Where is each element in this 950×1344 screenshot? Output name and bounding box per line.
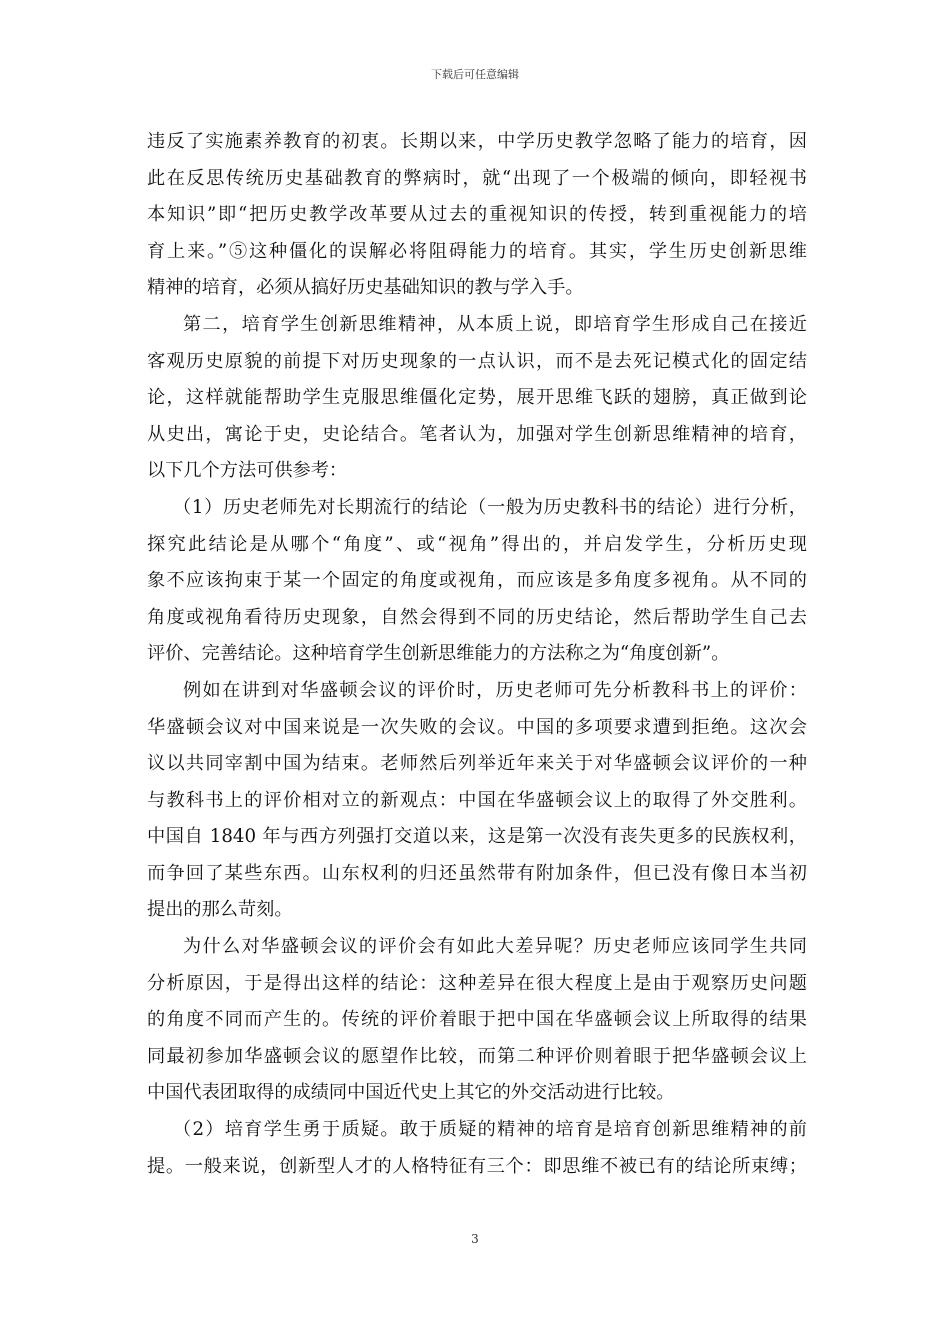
text-line: （1）历史老师先对长期流行的结论（一般为历史教科书的结论）进行分析， [173, 496, 807, 518]
text-line: 中国自 1840 年与西方列强打交道以来，这是第一次没有丧失更多的民族权利， [147, 826, 807, 848]
text-line: 评价、完善结论。这种培育学生创新思维能力的方法称之为“角度创新”。 [147, 643, 730, 665]
text-line: 而争回了某些东西。山东权利的归还虽然带有附加条件，但已没有像日本当初 [147, 862, 807, 884]
text-line: 中国代表团取得的成绩同中国近代史上其它的外交活动进行比较。 [147, 1082, 675, 1104]
document-body [147, 124, 807, 1185]
text-line: 以下几个方法可供参考： [147, 460, 348, 482]
text-line: （2）培育学生勇于质疑。敢于质疑的精神的培育是培育创新思维精神的前 [173, 1119, 807, 1141]
text-line: 论，这样就能帮助学生克服思维僵化定势，展开思维飞跃的翅膀，真正做到论 [147, 387, 807, 409]
text-line: 从史出，寓论于史，史论结合。笔者认为，加强对学生创新思维精神的培育， [147, 423, 807, 445]
page-header: 下载后可任意编辑 [431, 68, 519, 81]
text-line: 育上来。”⑤这种僵化的误解必将阻碍能力的培育。其实，学生历史创新思维 [147, 240, 807, 262]
text-line: 本知识”即“把历史教学改革要从过去的重视知识的传授，转到重视能力的培 [147, 204, 807, 226]
text-line: 提出的那么苛刻。 [147, 899, 293, 921]
text-line: 精神的培育，必须从搞好历史基础知识的教与学入手。 [147, 277, 584, 299]
text-line: 此在反思传统历史基础教育的弊病时，就“出现了一个极端的倾向，即轻视书 [147, 167, 807, 189]
text-line: 象不应该拘束于某一个固定的角度或视角，而应该是多角度多视角。从不同的 [147, 570, 807, 592]
text-line: 角度或视角看待历史现象，自然会得到不同的历史结论，然后帮助学生自己去 [147, 606, 807, 628]
text-line: 提。一般来说，创新型人才的人格特征有三个：即思维不被已有的结论所束缚； [147, 1155, 807, 1177]
text-line: 与教科书上的评价相对立的新观点：中国在华盛顿会议上的取得了外交胜利。 [147, 789, 807, 811]
text-line: 的角度不同而产生的。传统的评价着眼于把中国在华盛顿会议上所取得的结果 [147, 1009, 807, 1031]
text-line: 为什么对华盛顿会议的评价会有如此大差异呢？历史老师应该同学生共同 [183, 936, 807, 958]
text-line: 分析原因，于是得出这样的结论：这种差异在很大程度上是由于观察历史问题 [147, 972, 807, 994]
text-line: 华盛顿会议对中国来说是一次失败的会议。中国的多项要求遭到拒绝。这次会 [147, 716, 807, 738]
text-line: 例如在讲到对华盛顿会议的评价时，历史老师可先分析教科书上的评价： [183, 679, 807, 701]
text-line: 违反了实施素养教育的初衷。长期以来，中学历史教学忽略了能力的培育，因 [147, 131, 807, 152]
text-line: 探究此结论是从哪个“角度”、或“视角”得出的，并启发学生，分析历史现 [147, 533, 807, 555]
page-number: 3 [471, 1232, 479, 1246]
text-line: 客观历史原貌的前提下对历史现象的一点认识，而不是去死记模式化的固定结 [147, 350, 807, 372]
text-line: 同最初参加华盛顿会议的愿望作比较，而第二种评价则着眼于把华盛顿会议上 [147, 1045, 807, 1067]
text-line: 议以共同宰割中国为结束。老师然后列举近年来关于对华盛顿会议评价的一种 [147, 753, 807, 775]
text-line: 第二，培育学生创新思维精神，从本质上说，即培育学生形成自己在接近 [183, 313, 807, 335]
